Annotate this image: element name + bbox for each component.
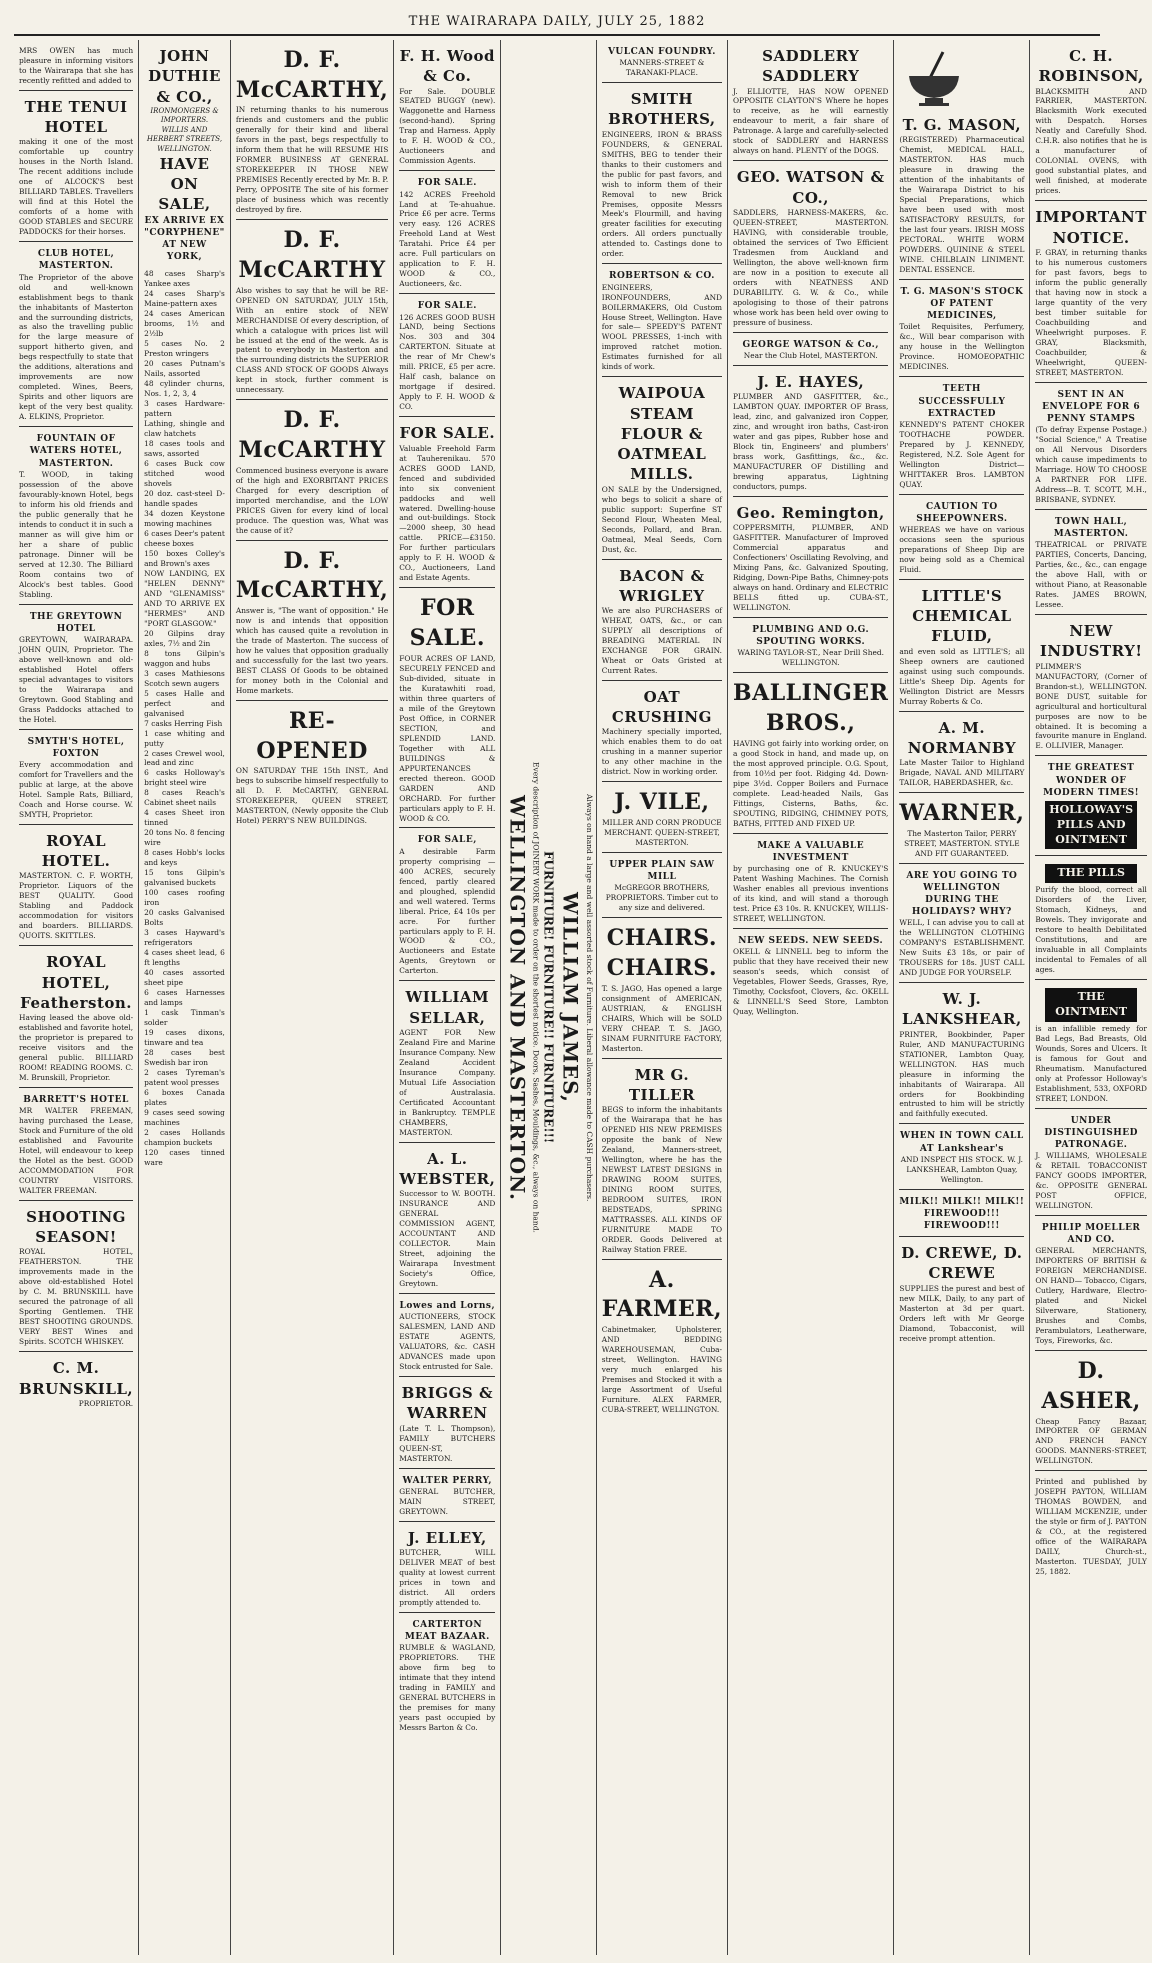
ad-vulcan-foundry (602, 43, 722, 83)
ad-title: THE OINTMENT (1045, 988, 1137, 1022)
ad-title: PHILIP MOELLER AND CO. (1041, 1223, 1141, 1246)
ad-j-vile (602, 785, 722, 853)
ad-greytown-hotel (19, 608, 133, 730)
ad-chairs (602, 921, 722, 1058)
ad-body: BUTCHER, WILL DELIVER MEAT of best quality at lowest current prices in town and district. All orders promptly attended to. (399, 1547, 496, 1607)
ad-fountain-hotel (19, 430, 133, 604)
goods-list-item: 150 boxes Colley's and Brown's axes (144, 548, 225, 568)
column-5 (501, 40, 596, 1955)
ad-d-asher (1035, 1354, 1147, 1471)
ad-mccarthy-5 (236, 704, 388, 830)
ad-brunskill (19, 1355, 133, 1412)
ad-body: Purify the blood, correct all Disorders of the Liver, Stomach, Kidneys, and Bowels. They invigorate and restore to health Debilitated Constitutions, and are invaluable in all Complaints incidental to Females of all ages. (1035, 885, 1147, 975)
ad-caution-sheepowners (899, 498, 1024, 580)
ad-title: PLUMBING AND O.G. SPOUTING WORKS. (752, 625, 870, 648)
ad-title: THE PILLS (1045, 864, 1137, 883)
ad-title: A. M. NORMANBY (907, 718, 1017, 757)
ad-title: SMYTH'S HOTEL, FOXTON (27, 736, 125, 759)
ad-body: Answer is, "The want of opposition." He now is and intends that opposition which has caused quite a revolution in the trade of Masterton. The success of how he values that opposition gradually and successfully for the last two years. BEST CLASS Of Goods to be obtained for money both in the Colonial and Home markets. (235, 606, 389, 695)
ad-body: RUMBLE & WAGLAND, PROPRIETORS. THE above firm beg to intimate that they intend trading in FAMILY and GENERAL BUTCHERS in the premises for many years past occupied by Messrs Barton & Co. (399, 1643, 496, 1732)
ad-body: T. S. JAGO, Has opened a large consignment of AMERICAN, AUSTRIAN, & ENGLISH CHAIRS, Which will be SOLD VERY CHEAP. T. S. JAGO, SINAM FURNITURE FACTORY, Masterton. (601, 983, 723, 1053)
ad-body: ROYAL HOTEL, FEATHERSTON. THE improvements made in the above old-established Hotel by C. M. BRUNSKILL have secured the patronage of all Sporting Gentlemen. THE BEST SHOOTING GROUNDS. VERY BEST Wines and Spirits. SCOTCH WHISKEY. (19, 1247, 134, 1347)
ad-title: CARTERTON MEAT BAZAAR. (404, 1619, 490, 1642)
ad-f-gray (1035, 204, 1147, 382)
ad-title: A. FARMER, (601, 1266, 723, 1323)
ad-briggs-warren (399, 1380, 495, 1468)
newspaper-columns (14, 40, 1147, 1955)
ad-title: RE-OPENED (256, 707, 368, 764)
ad-holloway (1035, 759, 1147, 856)
ad-new-industry (1035, 618, 1147, 756)
goods-list-item: 48 cases Sharp's Yankee axes (144, 269, 225, 289)
ad-title: D. CREWE, D. CREWE (901, 1244, 1023, 1283)
ad-title: D. F. McCARTHY (238, 407, 386, 464)
ad-body: GREYTOWN, WAIRARAPA. JOHN QUIN, Proprietor. The above well-known and old-established Hotel offers special advantages to visitors to the Wairarapa and Greytown. Good Stabling and Grass Paddocks attached to the Hotel. (19, 634, 134, 724)
ad-title: BALLINGER BROS., (733, 680, 889, 736)
ad-body: AUCTIONEERS, STOCK SALESMEN, LAND AND ESTATE AGENTS, VALUATORS, &c. CASH ADVANCES made upon Stock entrusted for Sale. (399, 1312, 496, 1372)
ad-title: FOUNTAIN OF WATERS HOTEL, MASTERTON. (29, 434, 123, 469)
goods-list-item: Lathing, shingle and claw hatchets (144, 419, 225, 438)
column-4 (394, 40, 501, 1955)
ad-title: TEETH SUCCESSFULLY EXTRACTED (918, 384, 1006, 419)
ad-body: HAVING got fairly into working order, on a good Stock in hand, and made up, on the most approved principle. O.G. Spout, from 10½d per foot. Ridging 4d. Down-pipe 3½d. Copper Boilers and Furnace complete. Lead-headed Nails, Gas Fittings, Cisterns, Baths, &c. SPOUTING, RIDGING, CHIMNEY POTS, BATHS, FITTED AND FIXED UP. (733, 738, 889, 828)
ad-title: FOR SALE. (417, 301, 477, 312)
ad-g-tiller (602, 1062, 722, 1260)
ad-subtitle: FURNITURE! FURNITURE!! FURNITURE!!! (541, 851, 556, 1144)
ad-walter-perry (399, 1472, 495, 1522)
ad-plumbing-spouting (733, 621, 888, 673)
ad-body: WHEREAS we have on various occasions seen the spurious preparations of Sheep Dip are now being sold as a Chemical Fluid. (899, 524, 1025, 574)
ad-barretts-hotel (19, 1091, 133, 1201)
holloway-banner: HOLLOWAY'S PILLS AND OINTMENT (1045, 801, 1137, 850)
ad-tenui-hotel (19, 94, 133, 242)
ad-smith-brothers (602, 86, 722, 264)
ad-title: CLUB HOTEL, MASTERTON. (37, 249, 115, 272)
ad-title: FOR SALE, (417, 835, 477, 846)
ad-bacon-wrigley (602, 563, 722, 681)
ad-title: T. G. MASON'S STOCK OF PATENT MEDICINES, (900, 287, 1024, 322)
goods-list-item: 3 cases Hayward's refrigerators (144, 928, 225, 948)
ad-farm-400 (399, 831, 495, 981)
ad-title: SADDLERY SADDLERY (762, 47, 860, 86)
goods-list-item: 6 cases Buck cow stitched wood shovels (144, 458, 225, 488)
masthead (14, 8, 1100, 36)
ad-title: CAUTION TO SHEEPOWNERS. (916, 501, 1008, 524)
ad-shooting-season (19, 1204, 133, 1352)
ad-body: The Proprietor of the above old and well-known establishment begs to thank the inhabitants of Masterton and the surrounding districts, as also the travelling public for the large measure of support hitherto given, and begs respectfully to state that the additions, alterations and improvements are now completed. Wines, Beers, Spirits and other liquors are kept of the very best quality. A. ELKINS, Proprietor. (19, 272, 134, 422)
ad-body: Every description of JOINERY WORK made to order on the shortest notice. Doors, Sashes, Mouldings, &c., always on hand. (531, 762, 541, 1233)
goods-list-item: 15 tons Gilpin's galvanised buckets (144, 868, 225, 888)
ad-title: SENT IN AN ENVELOPE FOR 6 PENNY STAMPS (1042, 389, 1141, 424)
ad-body: MR WALTER FREEMAN, having purchased the Lease, Stock and Furniture of the old established and Favourite Hotel, will endeavour to keep the Hotel as the best. GOOD ACCOMMODATION FOR COUNTRY VISITORS. WALTER FREEMAN. (19, 1106, 134, 1195)
ad-title: GEORGE WATSON & Co., (742, 339, 879, 350)
ad-body: Toilet Requisites, Perfumery, &c., Will bear comparison with any house in the Wellington Province. HOMOEOPATHIC MEDICINES. (899, 322, 1025, 372)
goods-list-item: 3 cases Hardware-pattern (144, 399, 225, 419)
ad-ballinger-bros (733, 676, 888, 833)
ad-title: CHAIRS. CHAIRS. (606, 925, 717, 981)
ad-title: FOR SALE. (409, 595, 485, 652)
ad-body: WELL, I can advise you to call at the WELLINGTON CLOTHING COMPANY'S ESTABLISHMENT. New Suits £3 18s, or pair of TROUSERS for 18s. JUST CALL AND JUDGE FOR YOURSELF. (899, 918, 1025, 978)
ad-title: ROBERTSON & CO. (608, 271, 715, 282)
ad-title: Lowes and Lorns, (399, 1301, 496, 1312)
ad-body: BLACKSMITH AND FARRIER, MASTERTON. Blacksmith Work executed with Despatch. Horses Neatly and Carefully Shod. C.H.R. also notifies that he is a manufacturer of COLONIAL OVENS, with good substantial plates, and well finished, at moderate prices. (1035, 86, 1147, 196)
ad-title: MR G. TILLER (628, 1065, 695, 1104)
column-9 (1030, 40, 1152, 1955)
ad-title: FOR SALE. (399, 424, 496, 443)
ad-body: PLIMMER'S MANUFACTORY, (Corner of Brandon-st.), WELLINGTON. BONE DUST, suitable for agricultural and horticultural purposes are now to be obtained. It is becoming a favourite manure in England. E. OLLIVIER, Manager. (1035, 661, 1147, 751)
goods-list-item: 20 tons No. 8 fencing wire (144, 828, 225, 848)
ad-town-hall (1035, 513, 1147, 615)
ad-geo-watson-2 (733, 336, 888, 366)
ad-body: by purchasing one of R. KNUCKEY'S Patent Washing Machines. The Cornish Washer enables all previous inventions of its kind, and will stand a thorough test. Price £3 10s. R. KNUCKEY, WILLIS-STREET, WELLINGTON. (733, 863, 889, 923)
ad-title: IMPORTANT NOTICE. (1035, 208, 1147, 247)
ad-a-farmer (602, 1263, 722, 1419)
ad-title: D. F. McCARTHY (238, 227, 386, 283)
ad-mason-medicines (899, 283, 1024, 377)
goods-list-item: 9 cases seed sowing machines (144, 1107, 225, 1127)
ad-title: D. F. McCARTHY, (235, 47, 389, 103)
ad-holloway-pills (1035, 859, 1147, 980)
ad-body: FIREWOOD!!! FIREWOOD!!! (923, 1208, 1000, 1231)
ad-fh-wood-land-1 (399, 174, 495, 294)
ad-title: J. VILE, (614, 789, 710, 816)
goods-list-item: 28 cases best Swedish bar iron (144, 1048, 225, 1068)
ad-knuckey-washing (733, 837, 888, 929)
ad-body: Having leased the above old-established and favorite hotel, the proprietor is prepared to receive visitors and the general public. BILLIARD ROOM! READING ROOMS. C. M. Brunskill, Proprietor. (19, 1013, 134, 1082)
ad-title: VULCAN FOUNDRY. (607, 47, 716, 57)
ad-fh-wood-bush (399, 297, 495, 417)
ad-title: WELLINGTON AND MASTERTON. (505, 794, 530, 1201)
ad-title: LITTLE'S CHEMICAL FLUID, (912, 586, 1012, 646)
ad-body: SUPPLIES the purest and best of new MILK, Daily, to any part of Masterton at 3d per quart. Orders left with Mr George Diamond, Tobacconist, will receive prompt attention. (899, 1283, 1025, 1343)
ad-title: BRIGGS & WARREN (401, 1384, 493, 1423)
ad-title: WAIPOUA STEAM FLOUR & OATMEAL MILLS. (617, 384, 707, 484)
ad-title: MAKE A VALUABLE INVESTMENT (757, 840, 865, 863)
ad-body: McGREGOR BROTHERS, PROPRIETORS. Timber cut to any size and delivered. (605, 883, 719, 913)
ad-body: THEATRICAL or PRIVATE PARTIES, Concerts, Dancing, Parties, &c., &c., can engage the above Hall, with or without Piano, at Reasonable Rates. JAMES BROWN, Lessee. (1035, 540, 1147, 610)
goods-list-item: 18 cases tools and saws, assorted (144, 438, 225, 458)
ad-body: KENNEDY'S PATENT CHOKER TOOTHACHE POWDER. Prepared by J. KENNEDY, Registered, N.Z. Sole Agent for Wellington District— WHITTAKER Bros. LAMBTON QUAY. (899, 419, 1025, 489)
ad-body: J. WILLIAMS, WHOLESALE & RETAIL TOBACCONIST FANCY GOODS IMPORTER, &c. OPPOSITE GENERAL POST OFFICE, WELLINGTON. (1035, 1151, 1147, 1211)
ad-body: AND INSPECT HIS STOCK. W. J. LANKSHEAR, Lambton Quay, Wellington. (900, 1154, 1023, 1184)
ad-title: THE GREATEST WONDER OF MODERN TIMES! (1043, 763, 1140, 798)
ad-lankshear (899, 986, 1024, 1124)
ad-body: (REGISTERED) Pharmaceutical Chemist, MEDICAL HALL, MASTERTON. HAS much pleasure in drawing the attention of the inhabitants of the Wairarapa District to his Special Preparations, which have been used with most SATISFACTORY RESULTS, for the last four years. IRISH MOSS PECTORAL. WHITE WORM POWDERS. QUININE & STEEL WINE. CHILBLAIN LINIMENT. DENTAL ESSENCE. (899, 135, 1025, 275)
ad-title: D. ASHER, (1041, 1358, 1141, 1414)
ad-title: W. J. LANKSHEAR, (902, 990, 1022, 1029)
ad-body: Successor to W. BOOTH. INSURANCE AND GENERAL COMMISSION AGENT, ACCOUNTANT AND COLLECTOR. Main Street, adjoining the Wairarapa Investment Society's Office, Greytown. (399, 1189, 496, 1289)
ad-body: Late Master Tailor to Highland Brigade, NAVAL AND MILITARY TAILOR, HABERDASHER, &c. (899, 758, 1025, 787)
goods-list-item: NOW LANDING, EX "HELEN DENNY" AND "GLENAMISS" AND TO ARRIVE EX "HERMES" AND "PORT GLASGOW." (144, 568, 225, 628)
ad-body: F. GRAY, in returning thanks to his numerous customers for past favors, begs to inform the public generally that having now in stock a large quantity of the very best timber suitable for Coachbuilding and Wheelwright purposes. F. GRAY, Blacksmith, Coachbuilder, & Wheelwright, QUEEN-STREET, MASTERTON. (1035, 247, 1147, 377)
ad-title: WARNER, (899, 799, 1025, 826)
goods-list-item: 8 cases Hobb's locks and keys (144, 848, 225, 868)
goods-list-item: 24 cases Sharp's Maine-pattern axes (144, 289, 225, 309)
ad-webster (399, 1146, 495, 1294)
ad-ch-robinson (1035, 43, 1147, 201)
ad-title: D. F. McCARTHY, (235, 547, 389, 604)
ad-title: WILLIAM SELLAR, (405, 988, 490, 1027)
goods-list-item: 2 cases Tyreman's patent wool presses (144, 1068, 225, 1087)
ad-title: UNDER DISTINGUISHED PATRONAGE. (1044, 1115, 1138, 1150)
ad-body: (Late T. L. Thompson), FAMILY BUTCHERS QUEEN-ST, MASTERTON. (399, 1423, 496, 1463)
ad-four-acres (399, 591, 495, 828)
ad-title: Geo. Remington, (736, 503, 885, 522)
column-8 (894, 40, 1030, 1955)
ad-new-seeds (733, 932, 888, 1021)
goods-list-item: 1 case whiting and putty (144, 728, 225, 748)
ad-title: J. ELLEY, (407, 1528, 487, 1547)
ad-clothing-co (899, 867, 1024, 983)
ad-title: SHOOTING SEASON! (26, 1207, 126, 1247)
ad-body: MRS OWEN has much pleasure in informing visitors to the Wairarapa that she has recently refitted and added to (19, 46, 134, 85)
ad-body: Commenced business everyone is aware of the high and EXORBITANT PRICES Charged for every description of imported merchandise, and the LOW PRICES Given for every kind of local produce. The question was, What was the cause of it? (235, 465, 389, 535)
ad-title: F. H. Wood & Co. (399, 47, 495, 86)
goods-list-item: 120 cases tinned ware (144, 1147, 225, 1167)
ad-lowes-lorns (399, 1297, 495, 1377)
goods-list-item: 20 cases Putnam's Nails, assorted (144, 359, 225, 379)
ad-social-science (1035, 386, 1147, 510)
william-james-ad (503, 43, 593, 1952)
goods-list-item: 3 cases Mathiesons Scotch sewn augers (144, 668, 225, 688)
ad-title: C. M. BRUNSKILL, (19, 1359, 134, 1398)
goods-list-item: 40 cases assorted sheet pipe (144, 968, 225, 988)
ad-name: WILLIAM JAMES, (558, 892, 583, 1103)
goods-list-item: 6 cases Deer's patent cheese boxes (144, 528, 225, 548)
ad-body: Every accommodation and comfort for Travellers and the public at large, at the above Hotel. Sample Rats, Billiard, Coach and Horse course. W. SMYTH, Proprietor. (19, 759, 134, 819)
goods-list-item: 20 Gilpins dray axles, 7½ and 2in (144, 628, 225, 648)
ad-kennedy-toothache (899, 380, 1024, 494)
ad-title: J. E. HAYES, (757, 372, 865, 391)
ad-body: Printed and published by JOSEPH PAYTON, WILLIAM THOMAS BOWDEN, and WILLIAM MCKENZIE, under the style or firm of J. PAYTON & CO., at the registered office of the WAIRARAPA DAILY, Church-st., Masterton. TUESDAY, JULY 25, 1882. (1035, 1477, 1147, 1577)
ad-title: ROYAL HOTEL, Featherston. (20, 953, 133, 1012)
goods-list-item: 6 casks Holloway's bright steel wire (144, 768, 225, 788)
ad-body: The Masterton Tailor, PERRY STREET, MASTERTON. STYLE AND FIT GUARANTEED. (904, 828, 1020, 858)
ad-robertson (602, 267, 722, 377)
ad-body: PROPRIETOR. (78, 1398, 134, 1408)
ad-upper-plain-saw-mill (602, 856, 722, 918)
goods-list-item: 2 cases Hollands champion buckets (144, 1127, 225, 1147)
ad-body: ENGINEERS, IRONFOUNDERS, AND BOILERMAKERS, Old Custom House Street, Wellington. Have for sale— SPEEDY'S PATENT WOOL PRESSES, 1-inch with improved ratchet motion. Estimates furnished for all kinds of work. (601, 282, 723, 372)
ad-royal-hotel-featherston (19, 949, 133, 1088)
ad-body: is an infallible remedy for Bad Legs, Bad Breasts, Old Wounds, Sores and Ulcers. It is famous for Gout and Rheumatism. Manufactured only at Professor Holloway's Establishment, 533, OXFORD STREET, LONDON. (1035, 1023, 1147, 1103)
ad-title: SMITH BROTHERS, (608, 90, 716, 129)
goods-list-item: 4 cases sheet lead, 6 ft lengths (144, 948, 225, 968)
ad-title: ROYAL HOTEL. (41, 831, 111, 871)
ad-body: SADDLERS, HARNESS-MAKERS, &c. QUEEN-STREET, MASTERTON. HAVING, with considerable trouble, obtained the services of Two Efficient Tradesmen from Auckland and Wellington, the above well-known firm are now in a position to execute all orders with NEATNESS AND DURABILITY. G. W. & Co., while apologising to those of their patrons whose work has been held over owing to pressure of business. (733, 207, 889, 327)
ad-waipoua-mills (602, 380, 722, 559)
ad-holloway-ointment (1035, 983, 1147, 1109)
ad-title: T. G. MASON, (902, 115, 1022, 134)
ad-footer: Always on hand a large and well assorted stock of Furniture. Liberal allowance made to CASH purchasers. (584, 793, 594, 1202)
ad-body: ON SALE by the Undersigned, who begs to solicit a share of public support: Superfine ST Second Flour, Wheaten Meal, Seconds, Pollard, and Bran. Oatmeal, Meal Seeds, Corn Dust, &c. (601, 484, 723, 554)
goods-list-item: 24 cases American brooms, 1½ and 2½lb (144, 309, 225, 339)
ad-title: C. H. ROBINSON, (1038, 47, 1144, 86)
ad-crewe (899, 1240, 1024, 1347)
goods-list-item: 19 cases dixons, tinware and tea (144, 1028, 225, 1048)
ad-mccarthy-2 (236, 223, 388, 400)
goods-list-item: 4 cases Sheet iron tinned (144, 808, 225, 828)
ad-mccarthy-1 (236, 43, 388, 220)
ad-mccarthy-3 (236, 403, 388, 540)
goods-list-item: 8 tons Gilpin's waggon and hubs (144, 648, 225, 668)
ad-title: ARE YOU GOING TO WELLINGTON DURING THE HOLIDAYS? WHY? (906, 870, 1018, 918)
ad-body: ENGINEERS, IRON & BRASS FOUNDERS, & GENERAL SMITHS, BEG to tender their thanks to their customers and the public for past favors, and wish to inform them of their Removal to new Brick Premises, opposite Messrs Meek's Flourmill, and having greater facilities for executing orders. All orders punctually attended to. Castings done to order. (601, 129, 723, 259)
ad-normanby (899, 715, 1024, 793)
ad-body: For Sale. DOUBLE SEATED BUGGY (new). Waggonette and Harness (second-hand). Spring Trap and Harness. Apply to F. H. WOOD & CO., Auctioneers and Commission Agents. (399, 86, 496, 166)
ad-body: We are also PURCHASERS of WHEAT, OATS, &c., or can SUPPLY all descriptions of BREADING MATERIAL IN EXCHANGE FOR GRAIN. Wheat or Oats Gristed at Current Rates. (601, 606, 723, 675)
ad-lankshear-2 (899, 1127, 1024, 1189)
column-6 (597, 40, 728, 1955)
ad-body: MASTERTON. C. F. WORTH, Proprietor. Liquors of the BEST QUALITY. Good Stabling and Paddock accommodation for visitors and boarders. BILLIARDS. QUOITS. SKITTLES. (19, 871, 134, 941)
ad-milk-firewood (899, 1193, 1024, 1237)
ad-je-hayes (733, 369, 888, 497)
ad-title: FOR SALE. (417, 178, 477, 189)
ad-body: AGENT FOR New Zealand Fire and Marine Insurance Company. New Zealand Accident Insurance Company. Mutual Life Association of Australasia. Certificated Accountant in Bankruptcy. TEMPLE CHAMBERS, MASTERTON. (399, 1027, 496, 1137)
ad-body: IN returning thanks to his numerous friends and customers and the public generally for their kind and liberal favors in the past, begs respectfully to inform them that he will RESUME HIS FORMER BUSINESS AT GENERAL STOREKEEPER IN THOSE NEW PREMISES Recently erected by Mr. B. P. Perry, OPPOSITE The site of his former place of business which was recently destroyed by fire. (235, 105, 389, 215)
ad-philip-moeller (1035, 1219, 1147, 1351)
masthead-title: THE WAIRARAPA DAILY, JULY 25, 1882 (408, 14, 706, 29)
ad-body: ON SATURDAY THE 15th INST., And begs to subscribe himself respectfully to all D. F. McCARTHY, GENERAL STOREKEEPER, QUEEN STREET, MASTERTON, (Newly opposite the Club Hotel) PERRY'S NEW BUILDINGS. (235, 766, 389, 826)
column-1 (14, 40, 139, 1955)
ad-subhead: EX ARRIVE EX "CORYPHENE" AT NEW YORK, (144, 215, 225, 263)
ad-title: GEO. WATSON & CO., (736, 168, 885, 207)
ad-owen-intro (19, 43, 133, 91)
goods-list-item: 48 cylinder churns, Nos. 1, 2, 3, 4 (144, 379, 225, 399)
goods-list-item: 2 cases Crewel wool, lead and zinc (144, 748, 225, 768)
ad-body: T. WOOD, in taking possession of the above favourably-known Hotel, begs to inform his old friends and the public generally that he intends to conduct it in such a manner as will give him or her a share of public patronage. Dinner will be served at 12.30. The Billiard Room contains two of Alcock's best tables. Good Stabling. (19, 469, 134, 599)
ad-club-hotel (19, 245, 133, 427)
ad-body: and even sold as LITTLE'S; all Sheep owners are cautioned against using such compounds. Little's Sheep Dip. Agents for Wellington District are Messrs Murray Roberts & Co. (899, 646, 1025, 706)
goods-list-item: 34 dozen Keystone mowing machines (144, 508, 225, 528)
ad-body: MANNERS-STREET & TARANAKI-PLACE. (619, 58, 705, 78)
ad-body: Near the Club Hotel, MASTERTON. (743, 350, 878, 360)
ad-fh-wood-farm (399, 420, 495, 588)
ad-title: NEW SEEDS. NEW SEEDS. (738, 935, 884, 946)
ad-j-elley (399, 1525, 495, 1613)
ad-body: MILLER AND CORN PRODUCE MERCHANT. QUEEN-STREET, MASTERTON. (602, 818, 722, 848)
ad-body: GENERAL MERCHANTS, IMPORTERS OF BRITISH & FOREIGN MERCHANDISE. ON HAND— Tobacco, Cigars, Cutlery, Hardware, Electro-plated and Nickel Silverware, Stationery, Brushes and Combs, Perambulators, Leatherware, Toys, Fireworks, &c. (1035, 1246, 1147, 1346)
ad-title: OAT CRUSHING (611, 687, 712, 727)
ad-royal-hotel-masterton (19, 828, 133, 946)
ad-littles-fluid (899, 583, 1024, 712)
ad-tg-mason (899, 43, 1024, 280)
ad-body: WARING TAYLOR-ST., Near Drill Shed. WELLINGTON. (737, 648, 884, 668)
ad-body: Machinery specially imported, which enables them to do oat crushing in a manner superior to any other machine in the district. Now in working order. (601, 727, 723, 777)
ad-title: A. L. WEBSTER, (399, 1149, 496, 1188)
goods-list (144, 269, 225, 1168)
ad-body: BEGS to inform the inhabitants of the Wairarapa that he has OPENED HIS NEW PREMISES opposite the bank of New Zealand, Manners-street, Wellington, where he has the NEWEST LATEST DESIGNS in DRAWING ROOM SUITES, DINING ROOM SUITES, BEDROOM SUITES, IRON BEDSTEADS, SPRING MATTRASSES. ALL KINDS OF FURNITURE MADE TO ORDER. Goods Delivered at Railway Station FREE. (601, 1105, 723, 1254)
ad-william-sellar (399, 984, 495, 1142)
ad-warner (899, 796, 1024, 864)
ad-fh-wood-buggy (399, 43, 495, 171)
goods-list-item: 5 cases Halle and perfect and galvanised (144, 688, 225, 718)
ad-body: making it one of the most comfortable up country houses in the North Island. The recent additions include one of ALCOCK'S best BILLIARD TABLES. Travellers will find at this Hotel the comforts of a home with GOOD STABLES and SECURE PADDOCKS for their horses. (19, 137, 134, 237)
ad-geo-watson (733, 164, 888, 332)
goods-list-item: 5 cases No. 2 Preston wringers (144, 339, 225, 359)
ad-title: BARRETT'S HOTEL (23, 1094, 129, 1105)
ad-oat-crushing (602, 684, 722, 782)
ad-title: THE TENUI HOTEL (24, 97, 128, 137)
goods-list-item: 6 boxes Canada plates (144, 1087, 225, 1107)
ad-mccarthy-4 (236, 544, 388, 701)
column-7 (728, 40, 894, 1955)
ad-title: WHEN IN TOWN CALL AT Lankshear's (900, 1131, 1024, 1154)
ad-body: OKELL & LINNELL beg to inform the public that they have received their new season's seeds, which consist of Vegetables, Flower Seeds, Grasses, Rye, Timothy, Cocksfoot, Clovers, &c. OKELL & LINNELL'S Seed Store, Lambton Quay, Wellington. (733, 946, 889, 1016)
ad-body: COPPERSMITH, PLUMBER, AND GASFITTER. Manufacturer of Improved Commercial apparatus and Confectioners' Oscillating Revolving, and Mixing Pans, &c. Galvanized Spouting, Ridging, Down-Pipe Baths, Chimney-pots always on hand. Ordinary and ELECTRIC BELLS fitted up. CUBA-ST., WELLINGTON. (733, 523, 889, 613)
ad-title: BACON & WRIGLEY (619, 566, 705, 605)
ad-title: JOHN DUTHIE & CO., (148, 47, 221, 106)
ad-body: Valuable Freehold Farm at Tauherenikau. 570 ACRES GOOD LAND, fenced and subdivided into six convenient paddocks and well watered. Dwelling-house and out-buildings. Stock—2000 sheep, 30 head cattle. PRICE—£3150. For further particulars apply to F. H. WOOD & CO., Auctioneers, Land and Estate Agents. (399, 443, 496, 583)
ad-title: UPPER PLAIN SAW MILL (609, 860, 715, 883)
ad-subtitle: IRONMONGERS & IMPORTERS. (150, 106, 219, 125)
ad-title: WALTER PERRY, (402, 1475, 493, 1486)
ad-smyths-hotel (19, 733, 133, 825)
ad-body: Cheap Fancy Bazaar, IMPORTER OF GERMAN AND FRENCH FANCY GOODS. MANNERS-STREET, WELLINGTON. (1035, 1416, 1147, 1466)
ad-john-duthie (144, 43, 225, 1172)
ad-geo-remington (733, 500, 888, 618)
ad-body: J. ELLIOTTE, HAS NOW OPENED OPPOSITE CLAYTON'S Where he hopes to receive, as he will earnestly endeavour to merit, a fair share of Patronage. A large and carefully-selected stock of SADDLERY and HARNESS always on hand. PLENTY of the DOGS. (733, 86, 889, 156)
ad-body: 142 ACRES Freehold Land at Te-ahuahue. Price £6 per acre. Terms very easy. 126 ACRES Freehold Land at West Taratahi. Price £4 per acre. Full particulars on application to F. H. WOOD & CO., Auctioneers, &c. (399, 189, 496, 289)
goods-list-item: 100 cases roofing iron (144, 888, 225, 908)
goods-list-item: 20 doz. cast-steel D-handle spades (144, 488, 225, 508)
column-3 (231, 40, 394, 1955)
goods-list-item: 1 cask Tinman's solder (144, 1008, 225, 1028)
ad-rumble-wagland (399, 1616, 495, 1737)
ad-address: WILLIS AND HERBERT STREETS, WELLINGTON. (146, 125, 223, 153)
ad-title: NEW INDUSTRY! (1039, 622, 1143, 661)
ad-elliotte-saddlery (733, 43, 888, 161)
ad-title: THE GREYTOWN HOTEL (29, 611, 123, 634)
ad-body: 126 ACRES GOOD BUSH LAND, being Sections Nos. 303 and 304 CARTERTON. Situate at the rear of Mr Chew's mill. PRICE, £5 per acre. Half cash, balance on mortgage if desired. Apply to F. H. WOOD & CO. (399, 312, 496, 412)
goods-list-item: 20 casks Galvanised Bolts (144, 908, 225, 928)
goods-list-item: 8 cases Reach's Cabinet sheet nails (144, 788, 225, 808)
goods-list-item: 6 cases Harnesses and lamps (144, 988, 225, 1008)
ad-body: GENERAL BUTCHER, MAIN STREET, GREYTOWN. (399, 1486, 496, 1516)
ad-title: TOWN HALL, MASTERTON. (1053, 516, 1129, 540)
ad-imprint (1035, 1474, 1147, 1581)
ad-body: Cabinetmaker, Upholsterer, AND BEDDING WAREHOUSEMAN, Cuba-street, Wellington. HAVING very much enlarged his Premises and Stocked it with a large Assortment of Useful Furniture. ALEX FARMER, CUBA-STREET, WELLINGTON. (601, 1325, 723, 1415)
ad-body: FOUR ACRES OF LAND, SECURELY FENCED and Sub-divided, situate in the Kuratawhiti road, within three quarters of a mile of the Greytown Post Office, in CORNER SECTION, and SPLENDID LAND. Together with ALL BUILDINGS & APPURTENANCES erected thereon. GOOD GARDEN AND ORCHARD. For further particulars apply to F. H. WOOD & CO. (399, 653, 496, 823)
ad-body: (To defray Expense Postage.) "Social Science," A Treatise on All Nervous Disorders which cause impediments to Marriage. HOW TO CHOOSE A PARTNER FOR LIFE. Address—B. T. SCOTT, M.H., BRISBANE, SYDNEY. (1035, 425, 1147, 504)
column-2 (139, 40, 231, 1955)
ad-body: PLUMBER AND GASFITTER, &c., LAMBTON QUAY. IMPORTER OF Brass, lead, zinc, and galvanized iron Copper, zinc, and wrought iron baths, Cast-iron water and gas pipes, Rubber hose and Block tin, Engineers' and plumbers' brass work, Gasfittings, &c., &c. MANUFACTURER OF Distilling and brewing apparatus, Lightning conductors, pumps. (733, 392, 889, 491)
ad-headline: HAVE ON SALE, (158, 154, 211, 214)
mortar-pestle-icon (899, 50, 969, 108)
goods-list-item: 7 casks Herring Fish (144, 718, 223, 728)
ad-j-williams (1035, 1112, 1147, 1216)
ad-body: PRINTER, Bookbinder, Paper Ruler, AND MANUFACTURING STATIONER, Lambton Quay, WELLINGTON. HAS much pleasure in informing the inhabitants of Wairarapa. All orders for Bookbinding entrusted to him will be strictly and faithfully executed. (899, 1029, 1025, 1119)
ad-title: MILK!! MILK!! MILK!! (899, 1196, 1025, 1207)
ad-body: Also wishes to say that he will be RE-OPENED ON SATURDAY, JULY 15th, With an entire stock of NEW MERCHANDISE Of every description, of which a catalogue with prices list will be issued at the end of the week. As is patent to everybody in Masterton and the surrounding districts the SUPERIOR CLASS AND STOCK OF GOODS Always kept in stock, further comment is unnecessary. (235, 285, 389, 395)
ad-body: A desirable Farm property comprising — 400 ACRES, securely fenced, partly cleared and ploughed, splendid and well watered. Terms liberal. Price, £4 10s per acre. For further particulars apply to F. H. WOOD & CO., Auctioneers and Estate Agents, Greytown or Carterton. (399, 846, 496, 976)
